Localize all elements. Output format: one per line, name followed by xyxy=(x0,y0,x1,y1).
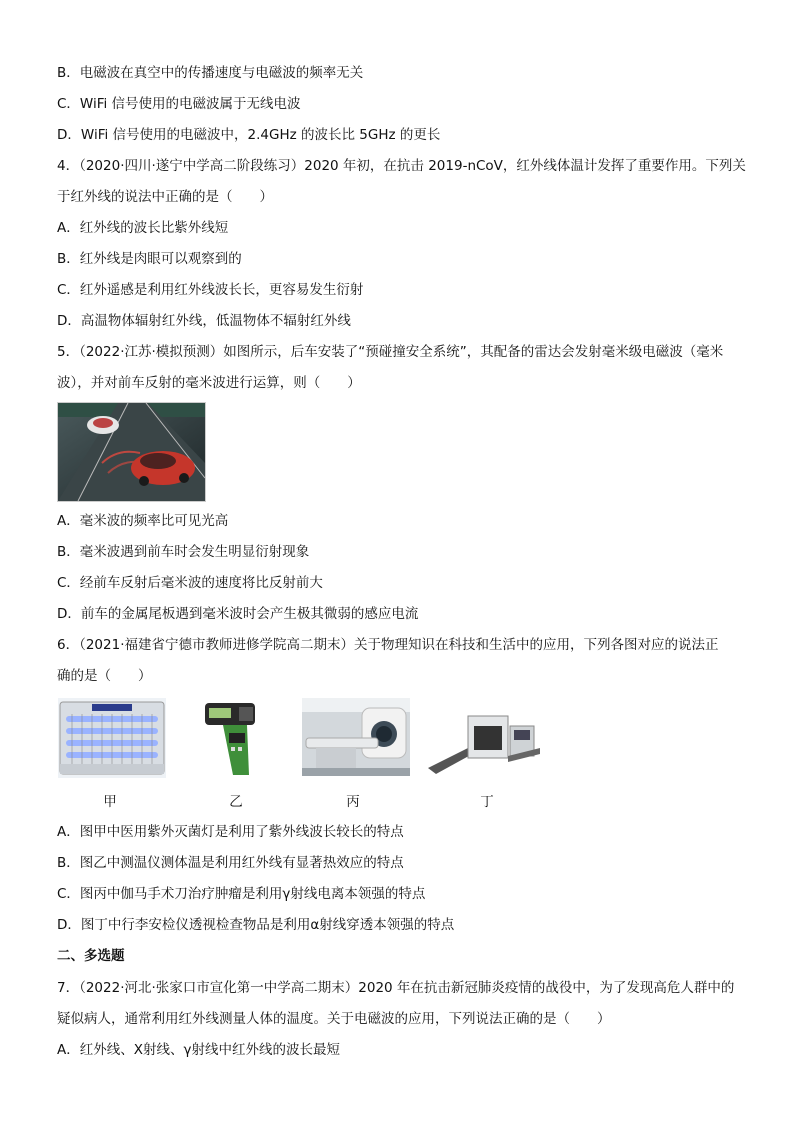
option-6a: A．图甲中医用紫外灭菌灯是利用了紫外线波长较长的特点 xyxy=(57,824,404,840)
ir-thermometer-figure xyxy=(203,699,261,779)
option-4a: A．红外线的波长比紫外线短 xyxy=(57,220,229,236)
radar-cars-figure xyxy=(57,402,206,502)
option-5a: A．毫米波的频率比可见光高 xyxy=(57,513,229,529)
option-5d: D．前车的金属尾板遇到毫米波时会产生极其微弱的感应电流 xyxy=(57,606,419,622)
option-5b: B．毫米波遇到前车时会发生明显衍射现象 xyxy=(57,544,310,560)
caption-jia: 甲 xyxy=(103,794,117,810)
caption-bing: 丙 xyxy=(346,794,360,810)
question-6-stem: 6．（2021·福建省宁德市教师进修学院高二期末）关于物理知识在科技和生活中的应用，下列各图对应的说法正 xyxy=(57,637,719,653)
option-7a: A．红外线、X射线、γ射线中红外线的波长最短 xyxy=(57,1042,340,1058)
option-4d: D．高温物体辐射红外线，低温物体不辐射红外线 xyxy=(57,313,351,329)
question-7-stem-cont: 疑似病人，通常利用红外线测量人体的温度。关于电磁波的应用，下列说法正确的是（ ） xyxy=(57,1011,611,1027)
question-5-stem-cont: 波），并对前车反射的毫米波进行运算，则（ ） xyxy=(57,375,361,391)
option-3c: C．WiFi 信号使用的电磁波属于无线电波 xyxy=(57,96,301,112)
gamma-knife-figure xyxy=(302,698,410,776)
option-3d: D．WiFi 信号使用的电磁波中，2.4GHz 的波长比 5GHz 的更长 xyxy=(57,127,441,143)
option-3b: B．电磁波在真空中的传播速度与电磁波的频率无关 xyxy=(57,65,364,81)
question-5-stem: 5．（2022·江苏·模拟预测）如图所示，后车安装了“预碰撞安全系统”，其配备的雷达会发射毫米级电磁波（毫米 xyxy=(57,344,724,360)
question-4-stem: 4．（2020·四川·遂宁中学高二阶段练习）2020 年初，在抗击 2019-nCoV，红外线体温计发挥了重要作用。下列关 xyxy=(57,158,746,174)
section-heading: 二、多选题 xyxy=(57,948,125,964)
option-6c: C．图丙中伽马手术刀治疗肿瘤是利用γ射线电离本领强的特点 xyxy=(57,886,426,902)
question-7-stem: 7．（2022·河北·张家口市宣化第一中学高二期末）2020 年在抗击新冠肺炎疫情的战役中，为了发现高危人群中的 xyxy=(57,980,735,996)
option-6d: D．图丁中行李安检仪透视检查物品是利用α射线穿透本领强的特点 xyxy=(57,917,455,933)
uv-lamp-figure xyxy=(58,698,166,778)
xray-scanner-figure xyxy=(428,708,540,776)
caption-yi: 乙 xyxy=(229,794,243,810)
option-4c: C．红外遥感是利用红外线波长长，更容易发生衍射 xyxy=(57,282,364,298)
question-4-stem-cont: 于红外线的说法中正确的是（ ） xyxy=(57,189,273,205)
option-5c: C．经前车反射后毫米波的速度将比反射前大 xyxy=(57,575,323,591)
option-4b: B．红外线是肉眼可以观察到的 xyxy=(57,251,242,267)
caption-ding: 丁 xyxy=(480,794,494,810)
option-6b: B．图乙中测温仪测体温是利用红外线有显著热效应的特点 xyxy=(57,855,404,871)
question-6-stem-cont: 确的是（ ） xyxy=(57,668,152,684)
